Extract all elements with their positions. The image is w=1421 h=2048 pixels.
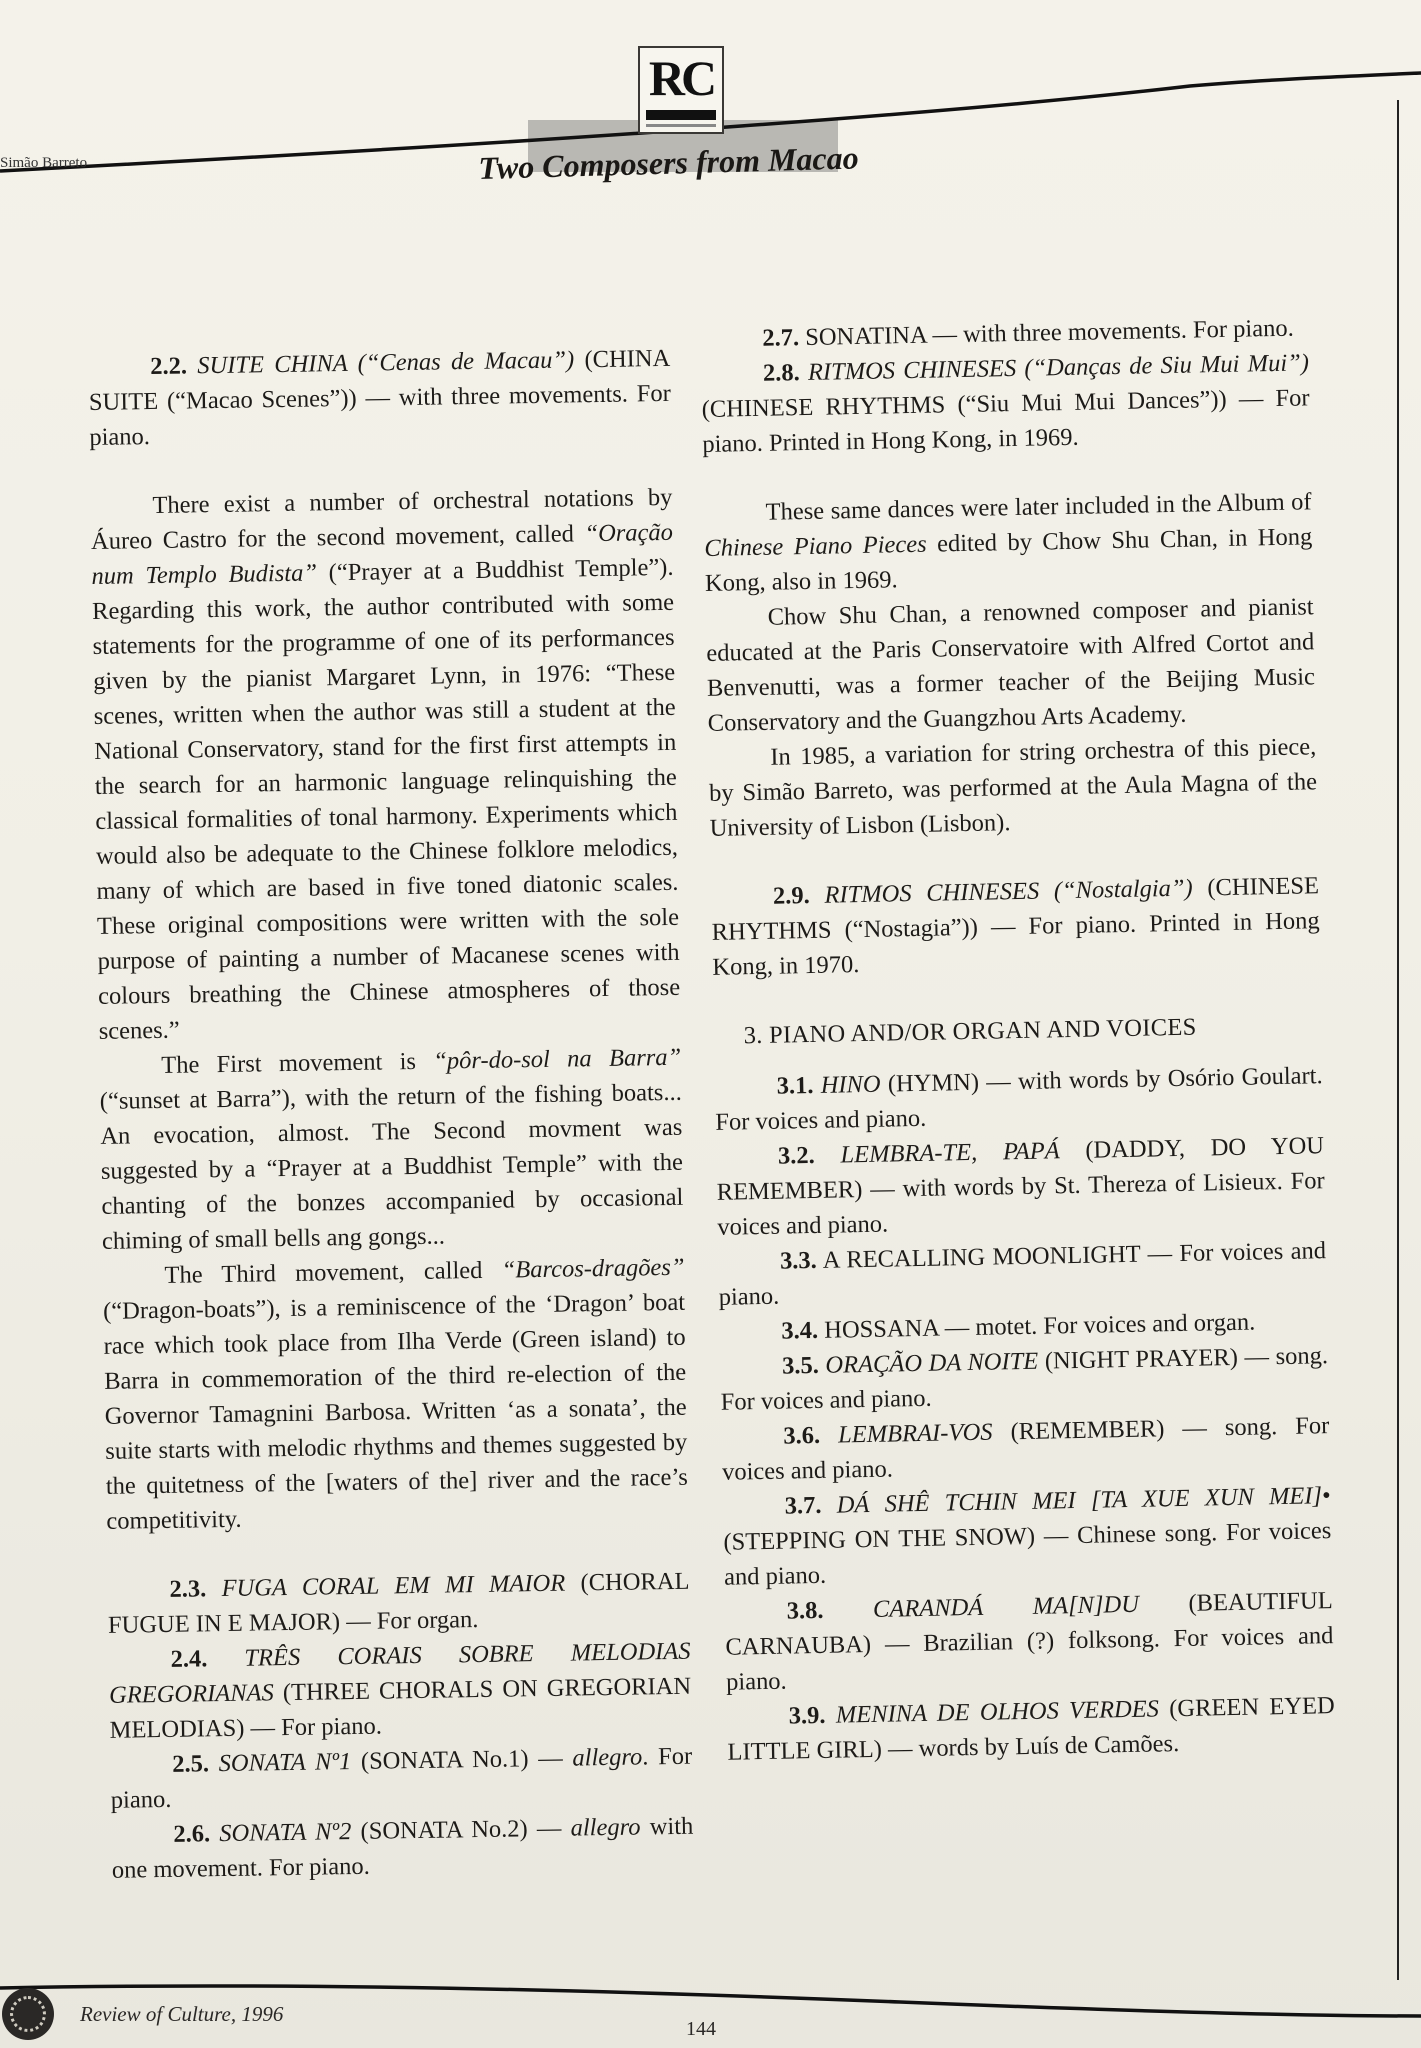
- entry-2-8: 2.8. RITMOS CHINESES (“Danças de Siu Mui Mui”) (CHINESE RHYTHMS (“Siu Mui Mui Dances”)) — For piano. Printed in Hong Kong, in 1969.: [701, 349, 1310, 458]
- logo-bar-thin: [646, 124, 716, 127]
- entry-3-8: 3.8. CARANDÁ MA[N]DU (BEAUTIFUL CARNAUBA) — Brazilian (?) folksong. For voices and piano.: [725, 1587, 1334, 1696]
- paragraph-1985-variation: In 1985, a variation for string orchestra of this piece, by Simão Barreto, was performed at the Aula Magna of the University of Lisbon (Lisbon).: [708, 733, 1318, 842]
- footer-publication: Review of Culture, 1996: [80, 2002, 284, 2026]
- paragraph-first-movement: The First movement is “pôr-do-sol na Barra” (“sunset at Barra”), with the return of the fishing boats... An evocation, almost. The Second movment was suggested by a “Prayer at a Buddhist Temple” with the chanting of the bonzes accompanied by occasional chiming of small bells ang gongs...: [99, 1043, 684, 1255]
- entry-2-6: 2.6. SONATA Nº2 (SONATA No.2) — allegro with one movement. For piano.: [111, 1812, 694, 1884]
- entry-2-9: 2.9. RITMOS CHINESES (“Nostalgia”) (CHINESE RHYTHMS (“Nostagia”)) — For piano. Printed in Hong Kong, in 1970.: [711, 872, 1320, 981]
- entry-2-3: 2.3. FUGA CORAL EM MI MAIOR (CHORAL FUGUE IN E MAJOR) — For organ.: [107, 1567, 690, 1639]
- logo-text: RC: [648, 50, 714, 106]
- paragraph-orchestral-notations: There exist a number of orchestral notations by Áureo Castro for the second movement, called “Oração num Templo Budista” (“Prayer at a Buddhist Temple”). Regarding this work, the author contributed with some statements for the programme of one of its performances given by the pianist Margaret Lynn, in 1976: “These scenes, written when the author was still a student at the National Conservatory, stand for the first first attempts in the search for an harmonic language relinquishing the classical formalities of tonal harmony. Experiments which would also be adequate to the Chinese folklore melodics, many of which are based in five toned diatonic scales. These original compositions were written with the sole purpose of painting a number of Macanese scenes with colours breathing the Chinese atmospheres of those scenes.”: [90, 483, 681, 1045]
- entry-3-6: 3.6. LEMBRAI-VOS (REMEMBER) — song. For voices and piano.: [721, 1412, 1330, 1486]
- entry-3-4: 3.4. HOSSANA — motet. For voices and organ.: [781, 1308, 1256, 1345]
- entry-3-1: 3.1. HINO (HYMN) — with words by Osório Goulart. For voices and piano.: [715, 1062, 1323, 1136]
- rc-logo: [638, 46, 724, 134]
- publisher-emblem-icon: [2, 1988, 54, 2040]
- paragraph-album: These same dances were later included in the Album of Chinese Piano Pieces edited by Chow Shu Chan, in Hong Kong, also in 1969.: [704, 488, 1313, 597]
- entry-2-2: 2.2. SUITE CHINA (“Cenas de Macau”) (CHINA SUITE (“Macao Scenes”)) — with three movements. For piano.: [88, 344, 671, 451]
- page-frame-right: [1397, 100, 1399, 1980]
- running-head-author: Simão Barreto: [0, 155, 88, 171]
- entry-3-7: 3.7. DÁ SHÊ TCHIN MEI [TA XUE XUN MEI]• (STEPPING ON THE SNOW) — Chinese song. For voices and piano.: [723, 1482, 1332, 1591]
- entry-2-7: 2.7. SONATINA — with three movements. For piano.: [762, 314, 1294, 352]
- entry-3-2: 3.2. LEMBRA-TE, PAPÁ (DADDY, DO YOU REMEMBER) — with words by St. Thereza of Lisieux. For voices and piano.: [716, 1132, 1325, 1241]
- left-column: [88, 341, 694, 1888]
- entry-2-4: 2.4. TRÊS CORAIS SOBRE MELODIAS GREGORIANAS (THREE CHORALS ON GREGORIAN MELODIAS) — For piano.: [108, 1637, 692, 1744]
- logo-bar: [646, 110, 716, 120]
- article-title: Two Composers from Macao: [478, 139, 860, 186]
- entry-2-5: 2.5. SONATA Nº1 (SONATA No.1) — allegro. For piano.: [110, 1742, 693, 1814]
- entry-3-3: 3.3. A RECALLING MOONLIGHT — For voices and piano.: [718, 1237, 1327, 1311]
- page-number: 144: [686, 2018, 716, 2040]
- paragraph-third-movement: The Third movement, called “Barcos-dragões” (“Dragon-boats”), is a reminiscence of the ‘Dragon’ boat race which took place from Ilha Verde (Green island) to Barra in commemoration of the third re-election of the Governor Tamagnini Barbosa. Written ‘as a sonata’, the suite starts with melodic rhythms and themes suggested by the quitetness of the [waters of the] river and the race’s competitivity.: [102, 1253, 688, 1535]
- section-heading-3: 3. PIANO AND/OR ORGAN AND VOICES: [743, 1013, 1197, 1050]
- entry-3-9: 3.9. MENINA DE OLHOS VERDES (GREEN EYED LITTLE GIRL) — words by Luís de Camões.: [727, 1692, 1335, 1766]
- entry-3-5: 3.5. ORAÇÃO DA NOITE (NIGHT PRAYER) — song. For voices and piano.: [720, 1342, 1329, 1416]
- right-column: [700, 310, 1336, 1769]
- paragraph-chow-shu-chan: Chow Shu Chan, a renowned composer and pianist educated at the Paris Conservatoire with Alfred Cortot and Benvenutti, was a former teacher of the Beijing Music Conservatory and the Guangzhou Arts Academy.: [706, 593, 1316, 737]
